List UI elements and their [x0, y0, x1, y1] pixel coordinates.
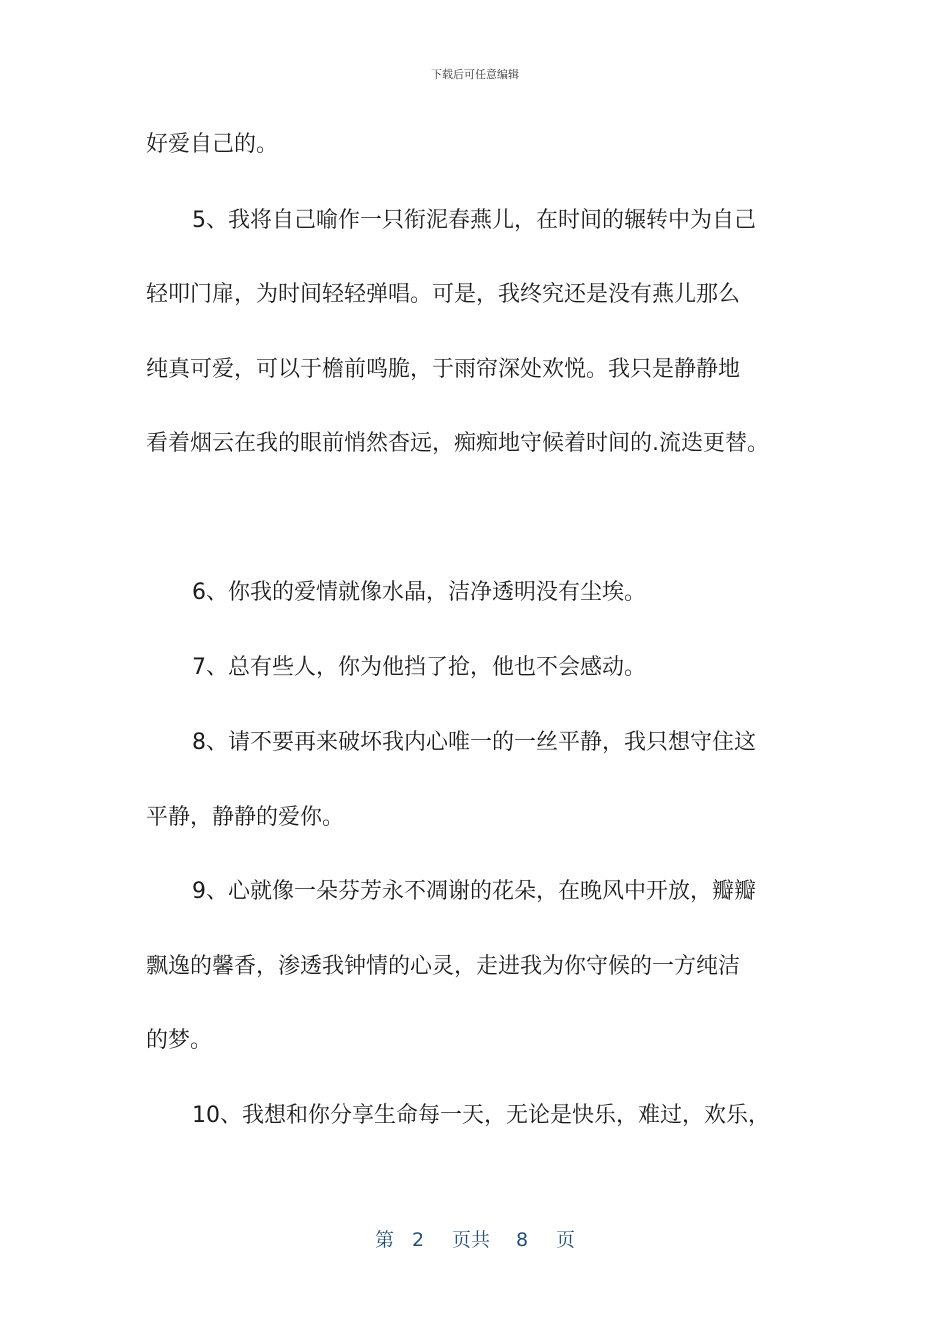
paragraph-6-line: 6、你我的爱情就像水晶，洁净透明没有尘埃。 [192, 580, 646, 605]
text-line: 的梦。 [146, 1028, 213, 1053]
text-line: 平静，静静的爱你。 [146, 805, 345, 830]
footer-current-page: 2 [412, 1229, 425, 1251]
footer-label-ye: 页 [556, 1229, 576, 1251]
text-line: 看着烟云在我的眼前悄然杳远，痴痴地守候着时间的.流迭更替。 [146, 431, 769, 456]
paragraph-10-line: 10、我想和你分享生命每一天，无论是快乐，难过，欢乐， [192, 1103, 770, 1128]
text-line: 纯真可爱，可以于檐前鸣脆，于雨帘深处欢悦。我只是静静地 [146, 357, 741, 382]
paragraph-5-line: 5、我将自己喻作一只衔泥春燕儿，在时间的辗转中为自己 [192, 208, 756, 233]
footer-label-ye-gong: 页共 [452, 1229, 491, 1251]
paragraph-9-line: 9、心就像一朵芬芳永不凋谢的花朵，在晚风中开放，瓣瓣 [192, 879, 756, 904]
text-line: 好爱自己的。 [146, 132, 279, 157]
footer-total-pages: 8 [516, 1229, 529, 1251]
footer-label-di: 第 [375, 1229, 395, 1251]
text-line: 飘逸的馨香，渗透我钟情的心灵，走进我为你守候的一方纯洁 [146, 954, 741, 979]
paragraph-7-line: 7、总有些人，你为他挡了抢，他也不会感动。 [192, 655, 646, 680]
page-footer [0, 1226, 950, 1254]
text-line: 轻叩门扉，为时间轻轻弹唱。可是，我终究还是没有燕儿那么 [146, 282, 741, 307]
page-header: 下载后可任意编辑 [431, 68, 519, 81]
paragraph-8-line: 8、请不要再来破坏我内心唯一的一丝平静，我只想守住这 [192, 730, 756, 755]
